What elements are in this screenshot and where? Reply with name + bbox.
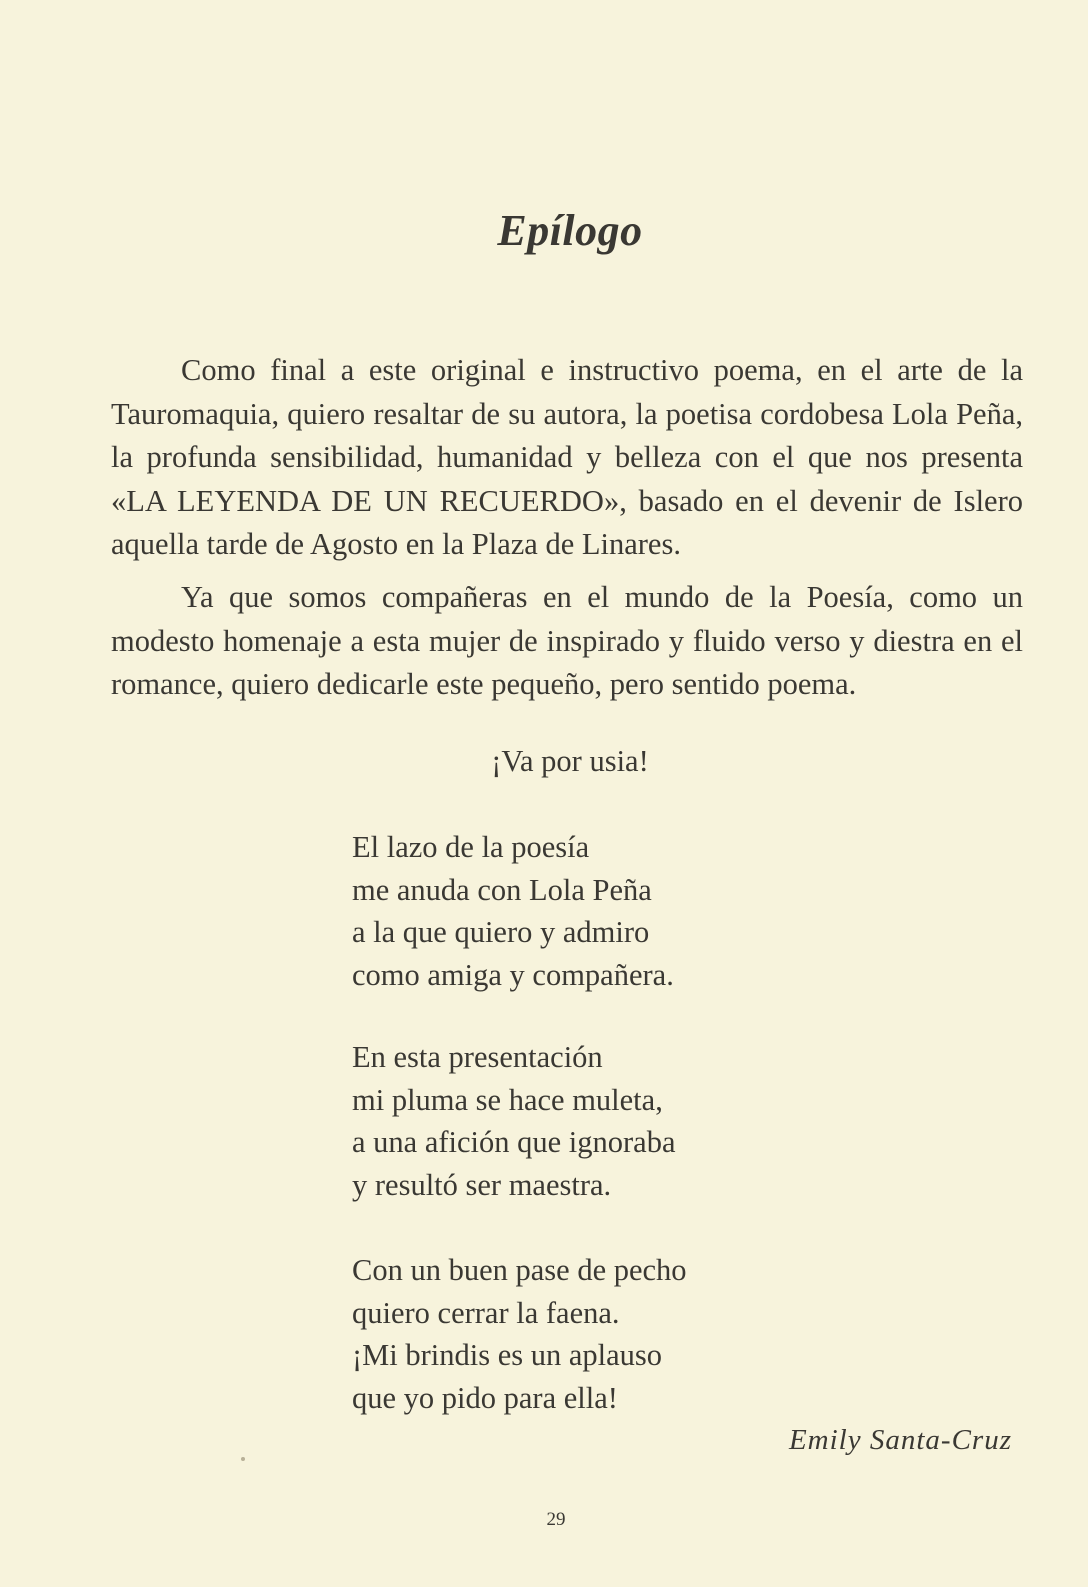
poem-stanza-1 — [352, 826, 674, 996]
author-signature: Emily Santa-Cruz — [788, 1424, 1012, 1456]
dedication-line: ¡Va por usia! — [491, 744, 649, 778]
poem-line: quiero cerrar la faena. — [352, 1295, 620, 1330]
poem-line: como amiga y compañera. — [352, 957, 674, 992]
poem-line: El lazo de la poesía — [352, 830, 590, 864]
poem-line: Con un buen pase de pecho — [352, 1253, 687, 1287]
poem-line: y resultó ser maestra. — [352, 1167, 612, 1202]
poem-stanza-2 — [352, 1036, 676, 1206]
page-number: 29 — [546, 1509, 566, 1530]
poem-line: que yo pido para ella! — [352, 1380, 618, 1415]
page-title: Epílogo — [497, 206, 643, 255]
poem-line: En esta presentación — [352, 1040, 603, 1074]
poem-line: ¡Mi brindis es un aplauso — [352, 1338, 663, 1372]
poem-line: a la que quiero y admiro — [352, 915, 650, 949]
poem-line: mi pluma se hace muleta, — [352, 1082, 663, 1117]
dedication-paragraph: Ya que somos compañeras en el mundo de la Poesía, como un modesto homenaje a esta mujer de inspirado y fluido verso y diestra en el romance, quiero dedicarle este pequeño, pero sentido poema. — [111, 580, 1023, 701]
poem-line: me anuda con Lola Peña — [352, 872, 652, 907]
paper-speck — [241, 1457, 245, 1461]
intro-paragraph: Como final a este original e instructivo poema, en el arte de la Tauromaquia, quiero resaltar de su autora, la poetisa cordobesa Lola Peña, la profunda sensibilidad, humanidad y belleza con el que nos presenta «LA LEYENDA DE UN RECUERDO», basado en el devenir de Islero aquella tarde de Agosto en la Plaza de Linares. — [111, 353, 1023, 561]
poem-stanza-3 — [352, 1249, 687, 1419]
poem-line: a una afición que ignoraba — [352, 1125, 676, 1159]
